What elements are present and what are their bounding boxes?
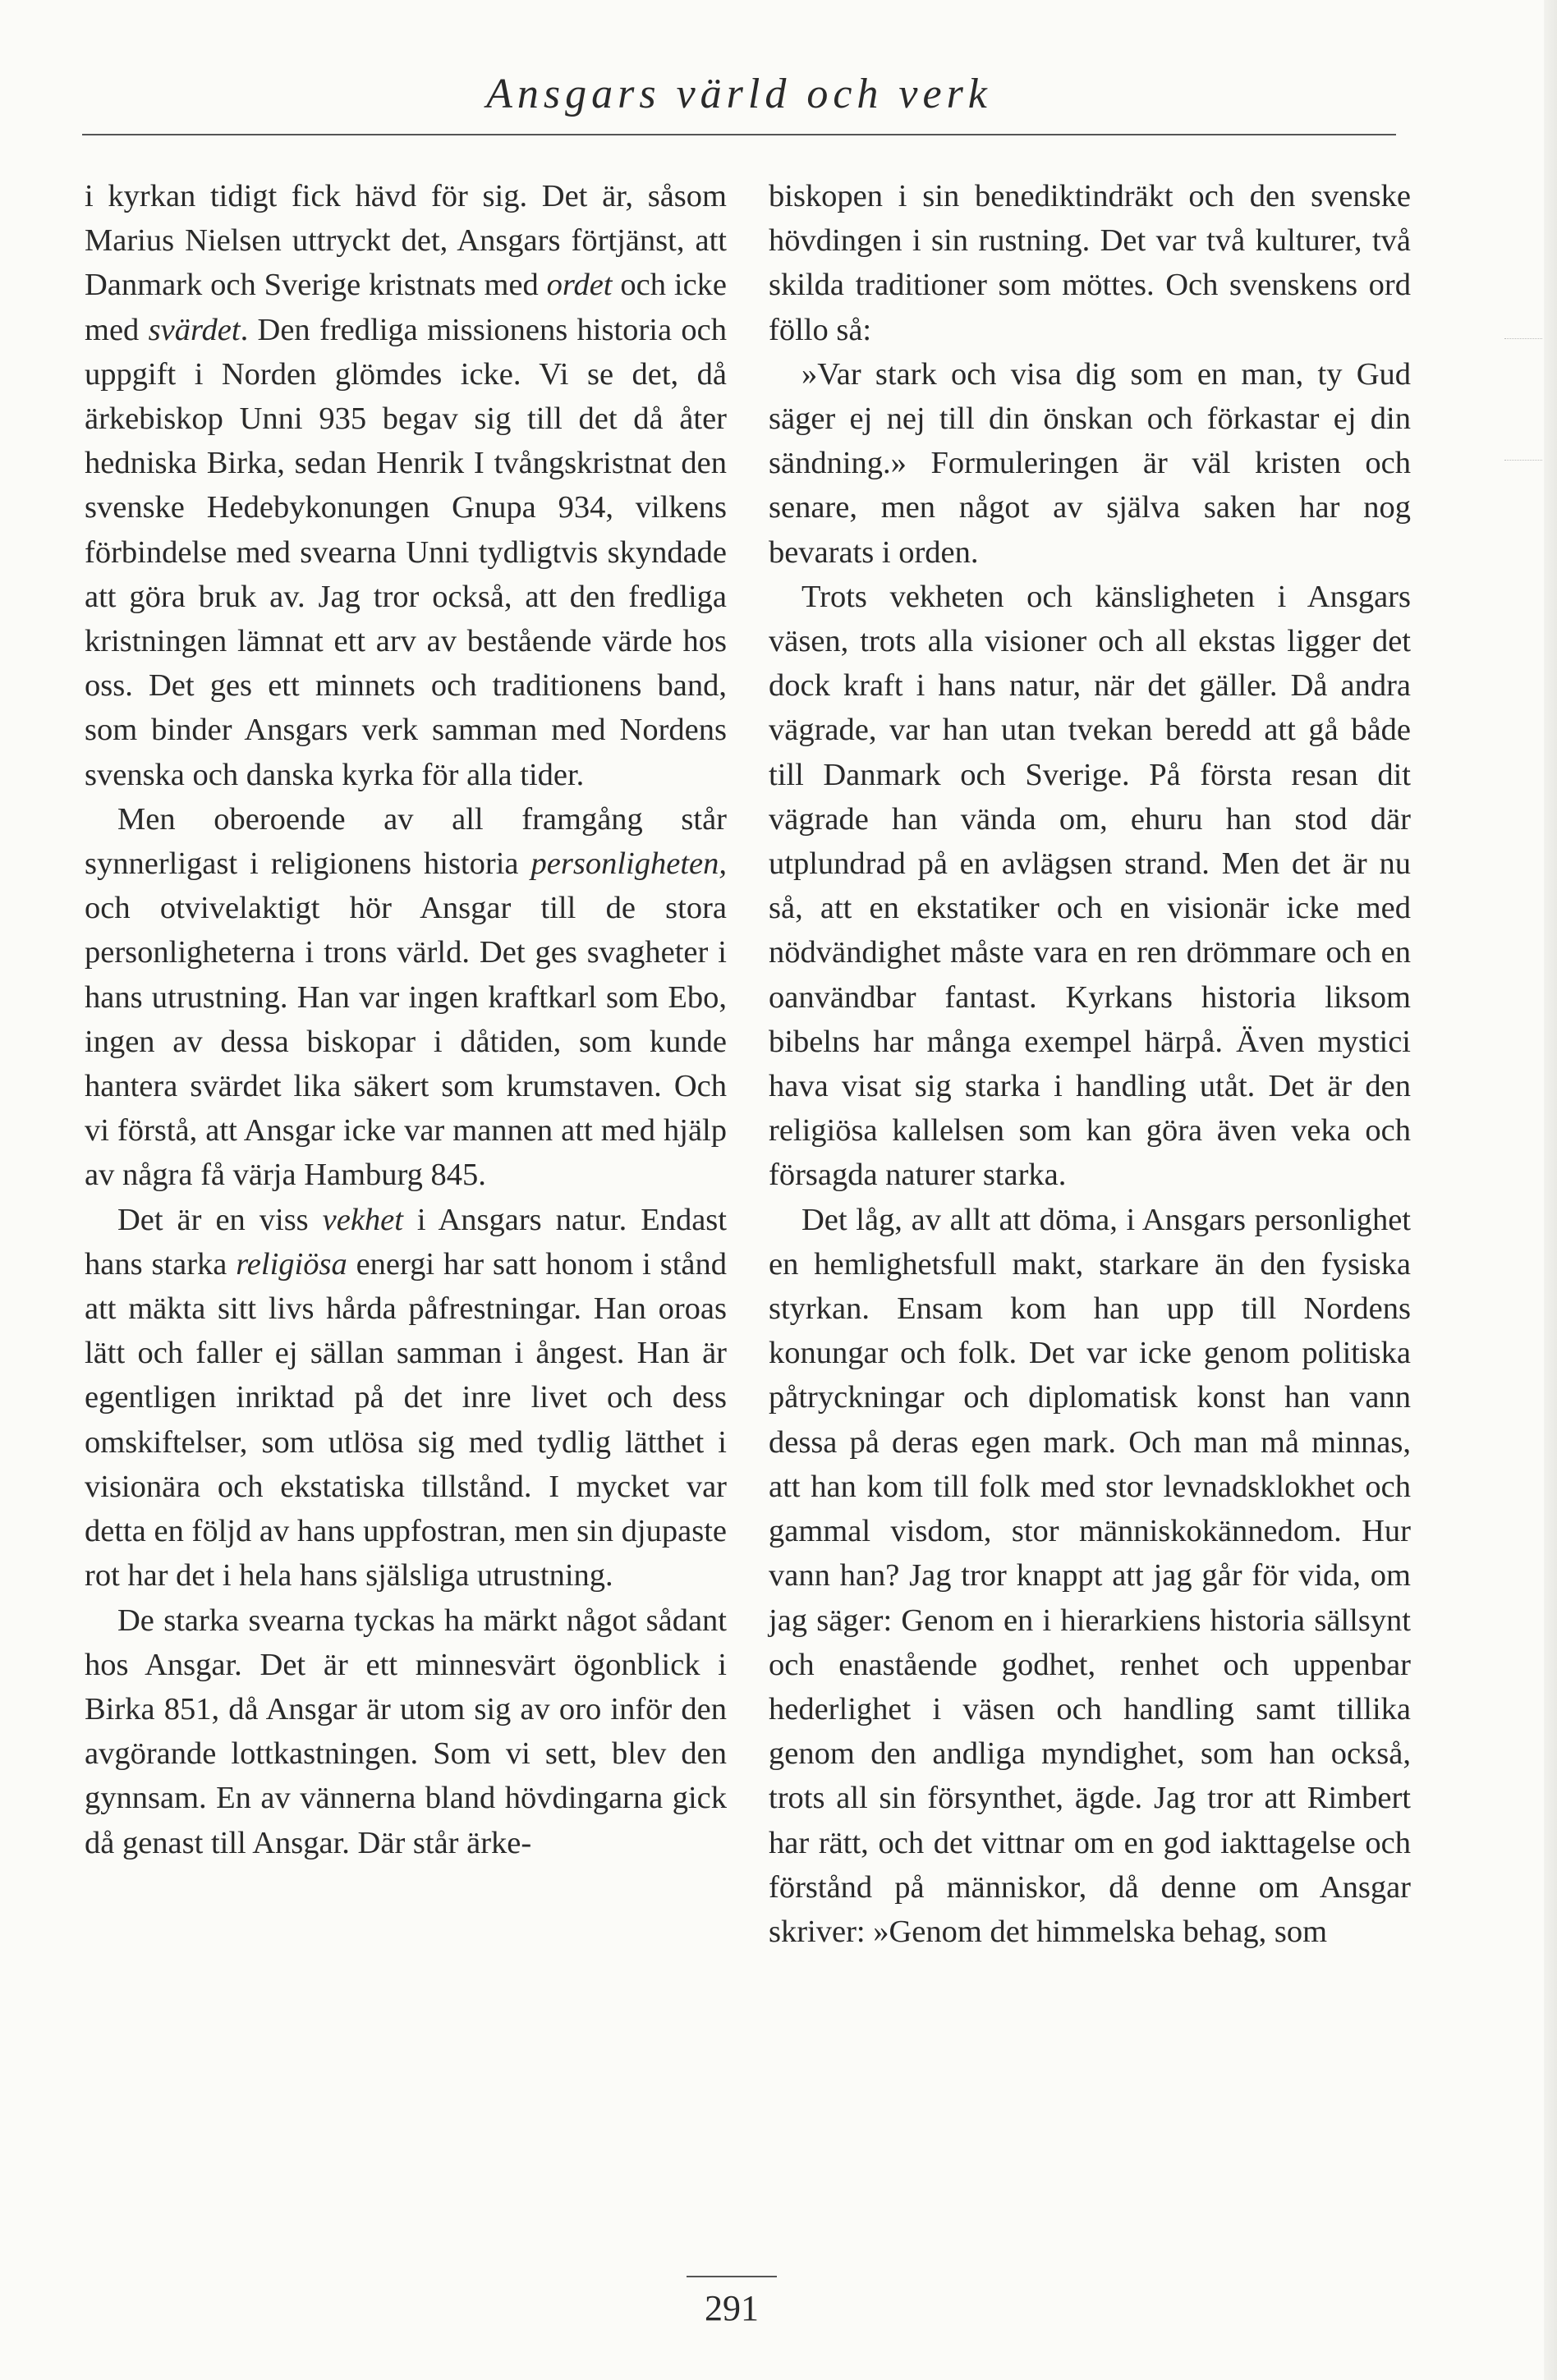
paragraph (85, 797, 727, 1198)
italic-text: vekhet (322, 1202, 403, 1237)
text-run: Trots vekheten och känsligheten i Ansgars väsen, trots alla visioner och all ekstas ligger det dock kraft i hans natur, när det gäller. Då andra vägrade, var han utan tvekan beredd att gå både till Danmark och Sverige. På första resan dit vägrade han vända om, ehuru han stod där utplundrad på en avlägsen strand. Men det är nu så, att en ekstatiker och en visionär icke med nödvändighet måste vara en ren drömmare och en oanvändbar fantast. Kyrkans historia liksom bibelns har många exempel härpå. Även mystici hava visat sig starka i handling utåt. Det är den religiösa kallelsen som kan göra även veka och försagda naturer starka. (769, 579, 1411, 1193)
page-edge (1544, 0, 1557, 2380)
paragraph (769, 174, 1411, 352)
text-run: i kyrkan tidigt fick hävd för sig. Det är, såsom Marius Nielsen uttryckt det, Ansgars förtjänst, att Danmark och Sverige kristnats med (85, 179, 727, 303)
text-run: biskopen i sin benediktindräkt och den svenske hövdingen i sin rustning. Det var två kulturer, två skilda traditioner som möttes. Och svenskens ord föllo så: (769, 179, 1411, 347)
text-run: Men oberoende av all framgång står synnerligast i religionens historia (85, 801, 727, 882)
text-run: och otvivelaktigt hör Ansgar till de stora personligheterna i trons värld. Det ges svagheter i hans utrustning. Han var ingen kraftkarl som Ebo, ingen av dessa biskopar i dåtiden, som kunde hantera svärdet lika säkert som krumstaven. Och vi förstå, att Ansgar icke var mannen att med hjälp av några få värja Hamburg 845. (85, 891, 727, 1193)
edge-mark (1504, 338, 1542, 339)
paragraph (85, 174, 727, 797)
paragraph (769, 1198, 1411, 1954)
text-run: Det låg, av allt att döma, i Ansgars personlighet en hemlighetsfull makt, starkare än den fysiska styrkan. Ensam kom han upp till Nordens konungar och folk. Det var icke genom politiska påtryckningar och diplomatisk konst han vann dessa på deras egen mark. Och man må minnas, att han kom till folk med stor levnadsklokhet och gammal visdom, stor människokännedom. Hur vann han? Jag tror knappt att jag går för vida, om jag säger: Genom en i hierarkiens historia sällsynt och enastående godhet, renhet och uppenbar hederlighet i väsen och handling samt tillika genom den andliga myndighet, som han också, trots all sin försynthet, ägde. Jag tror att Rimbert har rätt, och det vittnar om en god iakttagelse och förstånd på människor, då denne om Ansgar skriver: »Genom det himmelska behag, som (769, 1202, 1411, 1949)
italic-text: ordet (546, 268, 613, 303)
italic-text: svärdet (148, 312, 241, 347)
text-run: Det är en viss (117, 1202, 323, 1237)
paragraph (85, 1598, 727, 1865)
left-column (85, 174, 727, 1865)
page-number: 291 (705, 2288, 759, 2328)
text-run: . Den fredliga missionens historia och uppgift i Norden glömdes icke. Vi se det, då ärkebiskop Unni 935 begav sig till det då åter hedniska Birka, sedan Henrik I tvångskristnat den svenske Hedebykonungen Gnupa 934, vilkens förbindelse med svearna Unni tydligtvis skyndade att göra bruk av. Jag tror också, att den fredliga kristningen lämnat ett arv av bestående värde hos oss. Det ges ett minnets och traditionens band, som binder Ansgars verk samman med Nordens svenska och danska kyrka för alla tider. (85, 312, 727, 792)
folio-rule (687, 2276, 777, 2277)
text-run: De starka svearna tyckas ha märkt något sådant hos Ansgar. Det är ett minnesvärt ögonblick i Birka 851, då Ansgar är utom sig av oro inför den avgörande lottkastningen. Som vi sett, blev den gynnsam. En av vännerna bland hövdingarna gick då genast till Ansgar. Där står ärke- (85, 1603, 727, 1860)
running-title: Ansgars värld och verk (486, 71, 992, 117)
italic-text: religiösa (236, 1246, 347, 1282)
italic-text: personligheten, (530, 846, 727, 882)
edge-mark (1504, 460, 1542, 461)
running-header (82, 57, 1396, 136)
text-run: energi har satt honom i stånd att mäkta sitt livs hårda påfrestningar. Han oroas lätt och faller ej sällan samman i ångest. Han är egentligen inriktad på det inre livet och dess omskiftelser, som utlösa sig med tydlig lätthet i visionära och ekstatiska tillstånd. I mycket var detta en följd av hans uppfostran, men sin djupaste rot har det i hela hans själsliga utrustning. (85, 1246, 727, 1594)
paragraph (85, 1198, 727, 1598)
header-rule (82, 134, 1396, 135)
text-run: och icke med (85, 268, 727, 347)
paragraph (769, 352, 1411, 575)
paragraph (769, 575, 1411, 1198)
text-run: i Ansgars natur. Endast hans starka (85, 1202, 727, 1282)
text-run: »Var stark och visa dig som en man, ty Gud säger ej nej till din önskan och förkastar ej din sändning.» Formuleringen är väl kristen och senare, men något av själva saken har nog bevarats i orden. (769, 356, 1411, 570)
right-column (769, 174, 1411, 1954)
